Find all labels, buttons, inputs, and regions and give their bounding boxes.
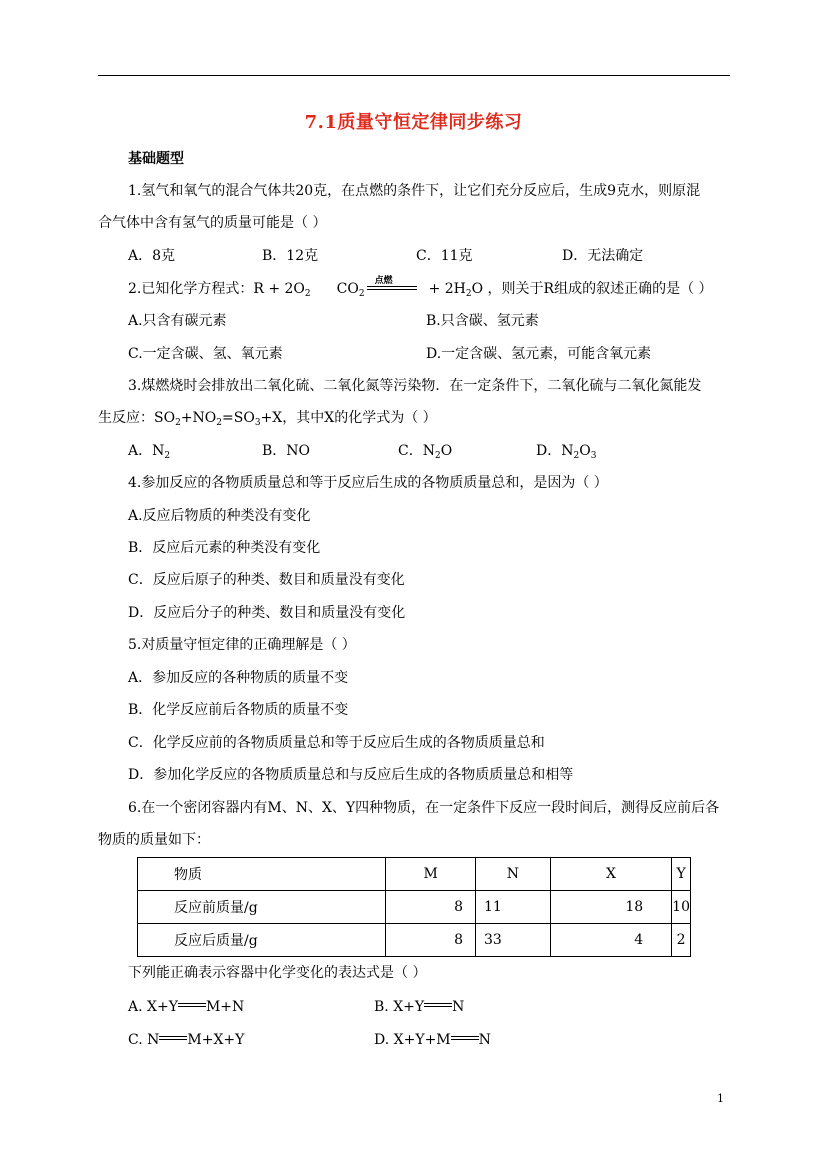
q2-stem [128, 276, 713, 299]
table-row [138, 891, 691, 924]
q4-option-b: B．反应后元素的种类没有变化 [128, 540, 321, 556]
q3-option-c: C．$N_2O$ [398, 443, 453, 461]
q3-option-a: A．$N_2$ [128, 443, 171, 461]
q5-option-b: B．化学反应前后各物质的质量不变 [128, 702, 349, 718]
table-header-cell: M [386, 858, 476, 891]
reaction-condition: 点燃 [374, 276, 393, 286]
q1-stem-line2: 合气体中含有氢气的质量可能是（ ） [98, 215, 327, 231]
q3-stem-line1: 3.煤燃烧时会排放出二氧化硫、二氧化氮等污染物．在一定条件下，二氧化硫与二氧化氮能发 [128, 378, 702, 394]
q4-option-d: D．反应后分子的种类、数目和质量没有变化 [128, 605, 406, 621]
q2-prefix: 2.已知化学方程式：R + 2O [128, 281, 305, 297]
q2-sub-co2: 2 [358, 289, 365, 299]
q2-option-a: A.只含有碳元素 [128, 313, 227, 329]
table-header-cell: N [475, 858, 550, 891]
table-cell: 8 [386, 891, 476, 924]
q6-after-table: 下列能正确表示容器中化学变化的表达式是（ ） [128, 965, 427, 981]
q1-option-b: B．12克 [262, 248, 319, 264]
table-row [138, 924, 691, 957]
mass-table [137, 857, 691, 957]
table-cell: 8 [386, 924, 476, 957]
q6-stem-line2: 物质的质量如下： [98, 832, 210, 848]
q6-option-c: C. N M+X+Y [128, 1032, 245, 1048]
q6-option-a: A. X+Y M+N [128, 999, 245, 1015]
q2-option-c: C.一定含碳、氢、氧元素 [128, 346, 283, 362]
q5-option-a: A．参加反应的各种物质的质量不变 [128, 670, 349, 686]
table-header-cell: Y [672, 858, 691, 891]
q2-sub-h2o: 2 [465, 289, 472, 299]
q2-h2o-pre: + 2H [428, 281, 466, 297]
table-cell: 33 [475, 924, 550, 957]
q4-option-c: C．反应后原子的种类、数目和质量没有变化 [128, 572, 405, 588]
table-cell: 反应后质量/g [138, 924, 386, 957]
q2-h2o-post: O ，则关于R组成的叙述正确的是（ ） [471, 281, 713, 297]
q6-stem-line1: 6.在一个密闭容器内有M、N、X、Y四种物质，在一定条件下反应一段时间后，测得反应前后各 [128, 800, 720, 816]
q4-stem: 4.参加反应的各物质质量总和等于反应后生成的各物质质量总和，是因为（ ） [128, 475, 608, 491]
page-number: 1 [717, 1092, 724, 1105]
q2-co2: CO [336, 281, 359, 297]
q3-stem-line2: 生反应：$SO_2+NO_2=SO_3+X$，其中X的化学式为（ ） [98, 410, 437, 428]
q6-option-b: B. X+Y N [374, 999, 465, 1015]
table-header-cell: 物质 [138, 858, 386, 891]
q1-option-a: A．8克 [128, 248, 176, 264]
q3-option-d: D．$N_2O_3$ [536, 443, 597, 461]
page-title: 7.1质量守恒定律同步练习 [304, 112, 523, 133]
table-cell: 4 [550, 924, 671, 957]
q2-option-b: B.只含碳、氢元素 [426, 313, 539, 329]
table-cell: 18 [550, 891, 671, 924]
header-rule [98, 75, 730, 76]
q1-option-d: D．无法确定 [562, 248, 644, 264]
q1-stem-line1: 1.氢气和氧气的混合气体共20克，在点燃的条件下，让它们充分反应后，生成9克水，则原混 [128, 183, 701, 199]
q3-option-b: B．NO [262, 443, 311, 459]
q5-option-d: D．参加化学反应的各物质质量总和与反应后生成的各物质质量总和相等 [128, 767, 574, 783]
table-cell: 反应前质量/g [138, 891, 386, 924]
reaction-arrow [367, 276, 417, 295]
q2-sub-o2: 2 [304, 289, 311, 299]
q6-option-d: D. X+Y+M N [374, 1032, 491, 1048]
table-cell: 2 [672, 924, 691, 957]
q1-option-c: C．11克 [416, 248, 473, 264]
table-cell: 11 [475, 891, 550, 924]
q2-option-d: D.一定含碳、氢元素，可能含氧元素 [426, 346, 652, 362]
q4-option-a: A.反应后物质的种类没有变化 [128, 508, 311, 524]
q5-stem: 5.对质量守恒定律的正确理解是（ ） [128, 637, 356, 653]
section-heading: 基础题型 [128, 151, 184, 167]
q5-option-c: C．化学反应前的各物质质量总和等于反应后生成的各物质质量总和 [128, 735, 545, 751]
table-header-row [138, 858, 691, 891]
table-cell: 10 [672, 891, 691, 924]
table-header-cell: X [550, 858, 671, 891]
